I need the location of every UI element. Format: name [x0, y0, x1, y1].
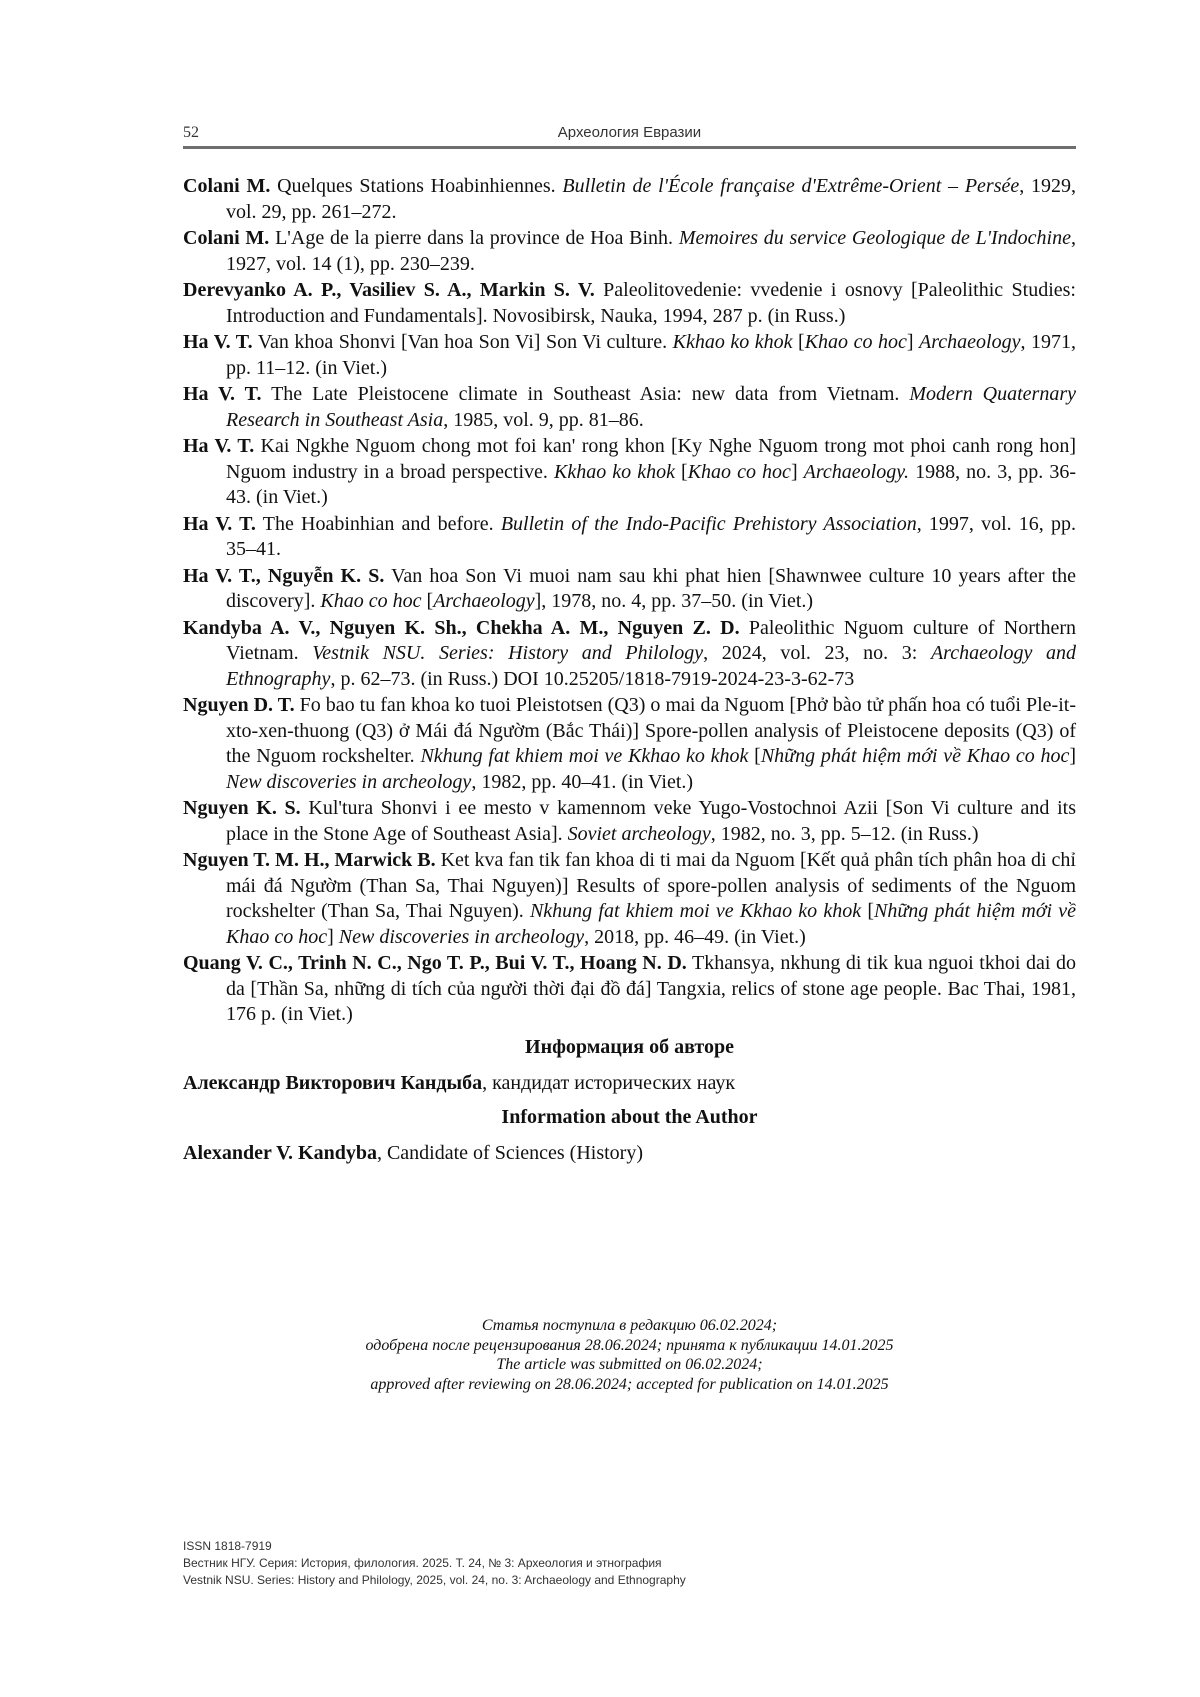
- reference-source: Khao co hoc: [805, 331, 907, 353]
- reference-text: , 1929, vol. 29, pp. 261–272.: [226, 175, 1076, 223]
- reference-entry: [183, 226, 1076, 277]
- footer-journal-ru: Вестник НГУ. Серия: История, филология. 2025. Т. 24, № 3: Археология и этнография: [183, 1555, 1076, 1572]
- reference-text: Paleolithic Nguom culture of Northern Vietnam.: [226, 617, 1076, 665]
- reference-text: Ket kva fan tik fan khoa di ti mai da Nguom [Kết quả phân tích phân hoa di chỉ mái đá Ngườm (Than Sa, Thai Nguyen)] Results of spore-pollen analysis of sediments of the Nguom rockshelter (Than Sa, Thai Nguyen).: [226, 849, 1076, 922]
- date-approved-en: approved after reviewing on 28.06.2024; accepted for publication on 14.01.2025: [183, 1375, 1076, 1395]
- reference-authors: Ha V. T.: [183, 435, 254, 457]
- reference-authors: Ha V. T.: [183, 331, 253, 353]
- reference-text: 1988, no. 3, pp. 36-43. (in Viet.): [226, 461, 1076, 509]
- reference-text: Fo bao tu fan khoa ko tuoi Pleistotsen (Q3) o mai da Nguom [Phở bào tử phấn hoa có tuổi Ple-it-xto-xen-thuong (Q3) ở Mái đá Ngườm (Bắc Thái)] Spore-pollen analysis of Pleistocene deposits (Q3) of the Nguom rockshelter.: [226, 694, 1076, 767]
- date-submitted-ru: Статья поступила в редакцию 06.02.2024;: [183, 1316, 1076, 1336]
- reference-text: Tkhansya, nkhung di tik kua nguoi tkhoi dai do da [Thần Sa, những di tích của người thời đại đồ đá] Tangxia, relics of stone age people. Bac Thai, 1981, 176 p. (in Viet.): [226, 952, 1076, 1025]
- reference-text: Kai Ngkhe Nguom chong mot foi kan' rong khon [Ky Nghe Nguom trong mot phoi canh rong hon] Nguom industry in a broad perspective.: [226, 435, 1076, 483]
- reference-text: , 1927, vol. 14 (1), pp. 230–239.: [226, 227, 1076, 275]
- reference-source: New discoveries in archeology: [339, 926, 584, 948]
- running-header: [183, 124, 1076, 146]
- reference-entry: [183, 434, 1076, 511]
- reference-text: , p. 62–73. (in Russ.) DOI 10.25205/1818-7919-2024-23-3-62-73: [330, 668, 854, 690]
- reference-source: Memoires du service Geologique de L'Indochine: [679, 227, 1071, 249]
- reference-entry: [183, 951, 1076, 1028]
- reference-text: Paleolitovedenie: vvedenie i osnovy [Paleolithic Studies: Introduction and Fundamentals]. Novosibirsk, Nauka, 1994, 287 p. (in Russ.): [226, 279, 1076, 327]
- reference-entry: [183, 174, 1076, 225]
- reference-source: Modern Quaternary Research in Southeast Asia: [226, 383, 1076, 431]
- reference-source: Khao co hoc: [320, 590, 421, 612]
- author-name-en: Alexander V. Kandyba: [183, 1142, 377, 1164]
- reference-authors: Nguyen K. S.: [183, 797, 301, 819]
- reference-authors: Colani M.: [183, 175, 270, 197]
- reference-text: ]: [907, 331, 919, 353]
- date-submitted-en: The article was submitted on 06.02.2024;: [183, 1355, 1076, 1375]
- journal-title: Археология Евразии: [183, 124, 1076, 141]
- reference-entry: [183, 616, 1076, 693]
- reference-source: Archaeology: [919, 331, 1020, 353]
- reference-source: Những phát hiệm mới về Khao co hoc: [226, 900, 1076, 948]
- reference-source: Soviet archeology: [568, 823, 711, 845]
- reference-authors: Nguyen T. M. H., Marwick B.: [183, 849, 436, 871]
- author-info-heading-en: Information about the Author: [183, 1104, 1076, 1130]
- reference-authors: Derevyanko A. P., Vasiliev S. A., Markin S. V.: [183, 279, 595, 301]
- reference-source: Archaeology.: [804, 461, 909, 483]
- reference-text: ]: [327, 926, 339, 948]
- reference-source: Kkhao ko khok: [673, 331, 793, 353]
- reference-text: , 1982, no. 3, pp. 5–12. (in Russ.): [711, 823, 979, 845]
- reference-source: Bulletin de l'École française d'Extrême-Orient – Persée: [562, 175, 1019, 197]
- reference-authors: Kandyba A. V., Nguyen K. Sh., Chekha A. M., Nguyen Z. D.: [183, 617, 740, 639]
- reference-text: , 1982, pp. 40–41. (in Viet.): [471, 771, 693, 793]
- reference-source: Kkhao ko khok: [554, 461, 675, 483]
- reference-text: [: [675, 461, 688, 483]
- reference-authors: Colani M.: [183, 227, 269, 249]
- reference-entry: [183, 564, 1076, 615]
- author-line-en: [183, 1140, 1076, 1166]
- author-degree-ru: , кандидат исторических наук: [482, 1072, 735, 1094]
- page-footer: [183, 1538, 1076, 1589]
- reference-text: , 2024, vol. 23, no. 3:: [703, 642, 931, 664]
- header-rule: [183, 146, 1076, 149]
- reference-text: The Hoabinhian and before.: [256, 513, 501, 535]
- date-approved-ru: одобрена после рецензирования 28.06.2024; принята к публикации 14.01.2025: [183, 1336, 1076, 1356]
- reference-entry: [183, 382, 1076, 433]
- reference-entry: [183, 278, 1076, 329]
- reference-source: Archaeology and Ethnography: [226, 642, 1076, 690]
- reference-entry: [183, 848, 1076, 950]
- reference-source: Archaeology: [433, 590, 534, 612]
- reference-text: , 1985, vol. 9, pp. 81–86.: [443, 409, 644, 431]
- footer-journal-en: Vestnik NSU. Series: History and Philology, 2025, vol. 24, no. 3: Archaeology and Ethnography: [183, 1572, 1076, 1589]
- reference-text: [: [861, 900, 874, 922]
- reference-text: ]: [1069, 745, 1076, 767]
- reference-text: [: [422, 590, 434, 612]
- footer-issn: ISSN 1818-7919: [183, 1538, 1076, 1555]
- reference-text: ], 1978, no. 4, pp. 37–50. (in Viet.): [535, 590, 813, 612]
- reference-text: , 2018, pp. 46–49. (in Viet.): [584, 926, 806, 948]
- reference-list: [183, 174, 1076, 1029]
- reference-text: Quelques Stations Hoabinhiennes.: [270, 175, 562, 197]
- page: [0, 0, 1200, 1697]
- reference-entry: [183, 796, 1076, 847]
- reference-authors: Ha V. T., Nguyễn K. S.: [183, 565, 384, 587]
- reference-text: , 1971, pp. 11–12. (in Viet.): [226, 331, 1076, 379]
- reference-source: Nkhung fat khiem moi ve Kkhao ko khok: [530, 900, 861, 922]
- reference-source: Những phát hiệm mới về Khao co hoc: [761, 745, 1069, 767]
- reference-source: Bulletin of the Indo-Pacific Prehistory Association: [501, 513, 917, 535]
- author-line-ru: [183, 1070, 1076, 1096]
- reference-text: Van hoa Son Vi muoi nam sau khi phat hien [Shawnwee culture 10 years after the discovery].: [226, 565, 1076, 613]
- page-number: 52: [183, 124, 199, 142]
- reference-text: Van khoa Shonvi [Van hoa Son Vi] Son Vi culture.: [253, 331, 673, 353]
- author-name-ru: Александр Викторович Кандыба: [183, 1072, 482, 1094]
- reference-source: Nkhung fat khiem moi ve Kkhao ko khok: [420, 745, 748, 767]
- reference-authors: Quang V. C., Trinh N. C., Ngo T. P., Bui V. T., Hoang N. D.: [183, 952, 687, 974]
- reference-authors: Ha V. T.: [183, 513, 256, 535]
- reference-text: [: [748, 745, 760, 767]
- reference-text: L'Age de la pierre dans la province de Hoa Binh.: [269, 227, 679, 249]
- reference-source: New discoveries in archeology: [226, 771, 471, 793]
- reference-text: , 1997, vol. 16, pp. 35–41.: [226, 513, 1076, 561]
- reference-authors: Nguyen D. T.: [183, 694, 295, 716]
- reference-source: Khao co hoc: [688, 461, 791, 483]
- author-degree-en: , Candidate of Sciences (History): [377, 1142, 643, 1164]
- author-info-heading-ru: Информация об авторе: [183, 1034, 1076, 1060]
- reference-text: [: [793, 331, 805, 353]
- reference-entry: [183, 330, 1076, 381]
- reference-entry: [183, 512, 1076, 563]
- reference-source: Vestnik NSU. Series: History and Philology: [312, 642, 703, 664]
- reference-text: ]: [791, 461, 804, 483]
- reference-text: The Late Pleistocene climate in Southeast Asia: new data from Vietnam.: [261, 383, 909, 405]
- reference-text: Kul'tura Shonvi i ee mesto v kamennom veke Yugo-Vostochnoi Azii [Son Vi culture and its place in the Stone Age of Southeast Asia].: [226, 797, 1076, 845]
- reference-authors: Ha V. T.: [183, 383, 261, 405]
- article-dates: [183, 1316, 1076, 1394]
- reference-entry: [183, 693, 1076, 795]
